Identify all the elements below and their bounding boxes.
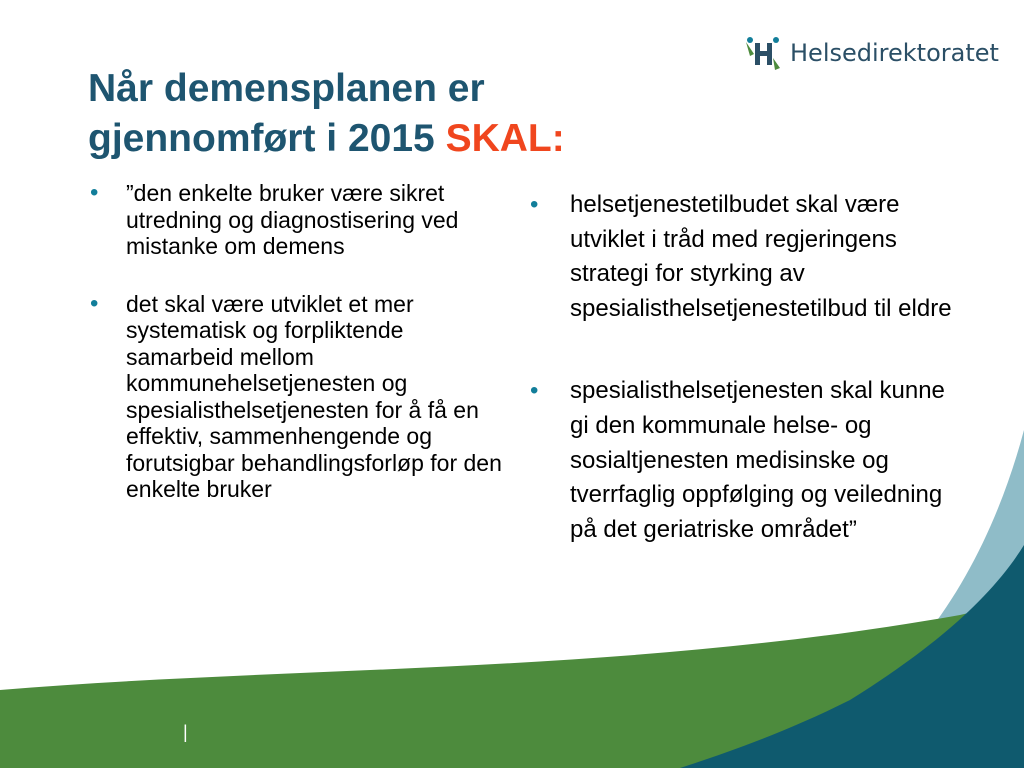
- title-line-1: Når demensplanen er: [88, 67, 485, 110]
- bullet-text: spesialisthelsetjenesten skal kunne gi den kommunale helse- og sosialtjenesten medisinske og tverrfaglig oppfølging og veiledning på det geriatriske området”: [570, 377, 945, 543]
- bullet-icon: •: [530, 191, 539, 218]
- left-bullet-list: [88, 180, 508, 534]
- bullet-text: ”den enkelte bruker være sikret utredning og diagnostisering ved mistanke om demens: [126, 180, 459, 259]
- list-item: [530, 374, 960, 547]
- list-item: [88, 180, 508, 260]
- bullet-text: helsetjenestetilbudet skal være utviklet i tråd med regjeringens strategi for styrking av spesialisthelsetjenestetilbud til eldre: [570, 191, 952, 322]
- footer-divider: |: [183, 722, 188, 742]
- list-item: [88, 291, 508, 503]
- helsedirektoratet-logo: [742, 34, 999, 72]
- logo-text: Helsedirektoratet: [790, 39, 999, 67]
- slide-title: [88, 64, 728, 164]
- helsedirektoratet-logo-icon: [742, 34, 782, 72]
- bullet-icon: •: [90, 289, 99, 317]
- title-line-2: gjennomført i 2015: [88, 117, 446, 160]
- bullet-text: det skal være utviklet et mer systematisk og forpliktende samarbeid mellom kommunehelsetjenesten og spesialisthelsetjenesten for å få en effektiv, sammenhengende og forutsigbar behandlingsforløp for den enkelte bruker: [126, 290, 502, 502]
- right-bullet-list: [530, 188, 960, 595]
- bullet-icon: •: [90, 179, 99, 206]
- title-accent: SKAL:: [445, 117, 565, 160]
- bullet-icon: •: [530, 377, 539, 405]
- list-item: [530, 188, 960, 326]
